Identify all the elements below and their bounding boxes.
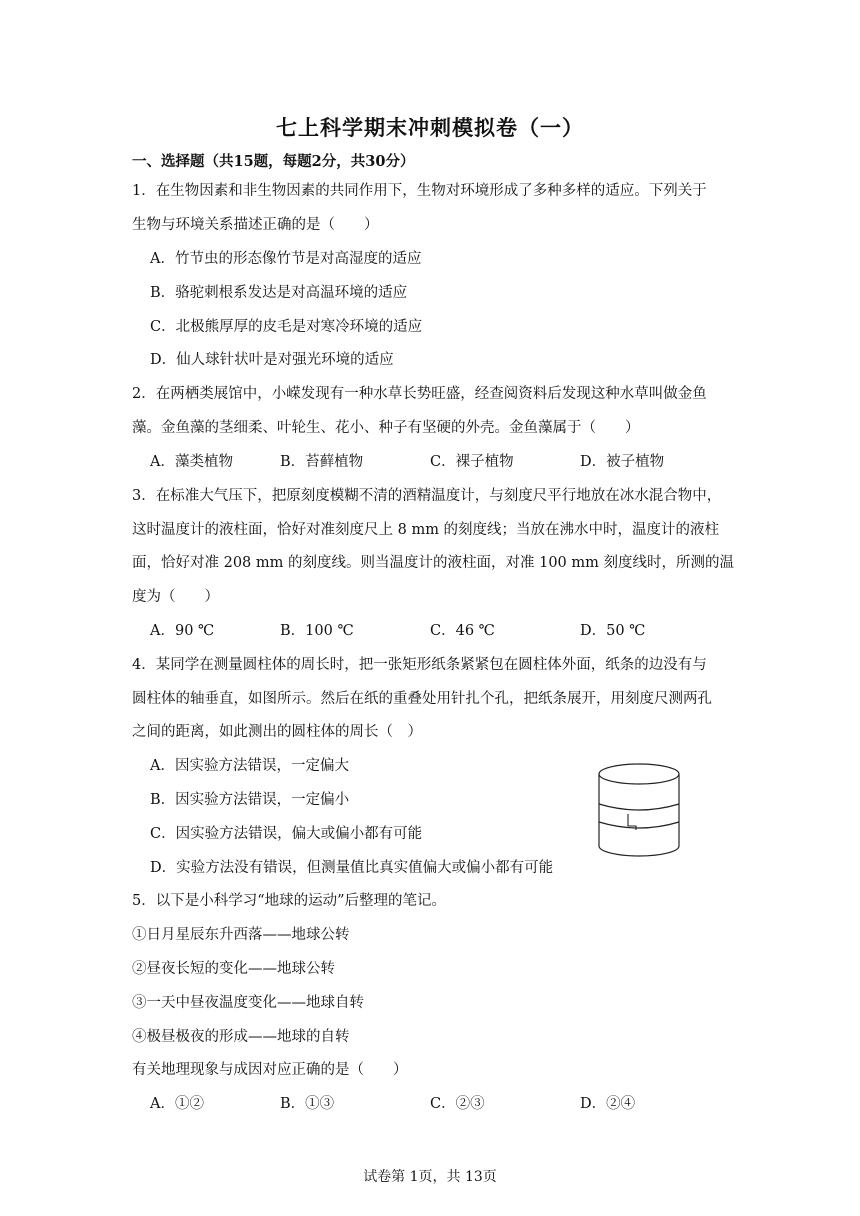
q4-stem-line1: 4．某同学在测量圆柱体的周长时，把一张矩形纸条紧紧包在圆柱体外面，纸条的边没有与 xyxy=(132,657,707,673)
q4-option-d: D．实验方法没有错误，但测量值比真实值偏大或偏小都有可能 xyxy=(150,860,554,876)
q3-stem-line1: 3．在标准大气压下，把原刻度模糊不清的酒精温度计，与刻度尺平行地放在冰水混合物中， xyxy=(132,488,722,504)
q5-question: 有关地理现象与成因对应正确的是（ ） xyxy=(132,1062,408,1078)
q5-option-a: A．①② xyxy=(150,1096,204,1112)
q1-stem-line1: 1．在生物因素和非生物因素的共同作用下，生物对环境形成了多种多样的适应。下列关于 xyxy=(132,183,707,199)
q1-option-d: D．仙人球针状叶是对强光环境的适应 xyxy=(150,352,394,368)
q1-stem-line2: 生物与环境关系描述正确的是（ ） xyxy=(132,217,379,233)
q3-stem-line4: 度为（ ） xyxy=(132,589,219,605)
q5-option-c: C．②③ xyxy=(430,1096,485,1112)
page-title: 七上科学期末冲刺模拟卷（一） xyxy=(276,115,584,140)
cylinder-wrapped-paper-figure xyxy=(592,760,688,862)
q3-option-a: A．90 ℃ xyxy=(150,623,215,639)
q1-option-a: A．竹节虫的形态像竹节是对高湿度的适应 xyxy=(150,251,422,267)
q4-option-c: C．因实验方法错误，偏大或偏小都有可能 xyxy=(150,826,423,842)
q2-stem-line2: 藻。金鱼藻的茎细柔、叶轮生、花小、种子有坚硬的外壳。金鱼藻属于（ ） xyxy=(132,420,640,436)
section-heading: 一、选择题（共15题，每题2分，共30分） xyxy=(132,153,415,170)
q5-note-4: ④极昼极夜的形成——地球的自转 xyxy=(132,1029,350,1045)
q2-option-c: C．裸子植物 xyxy=(430,454,514,470)
q4-option-a: A．因实验方法错误，一定偏大 xyxy=(150,758,349,774)
q3-option-d: D．50 ℃ xyxy=(580,623,646,639)
q5-note-3: ③一天中昼夜温度变化——地球自转 xyxy=(132,995,364,1011)
q3-stem-line2: 这时温度计的液柱面，恰好对准刻度尺上 8 mm 的刻度线；当放在沸水中时，温度计的液柱 xyxy=(132,522,720,538)
q2-stem-line1: 2．在两栖类展馆中，小嵘发现有一种水草长势旺盛，经查阅资料后发现这种水草叫做金鱼 xyxy=(132,386,707,402)
page-footer: 试卷第 1页，共 13页 xyxy=(363,1169,497,1185)
q2-option-a: A．藻类植物 xyxy=(150,454,233,470)
q3-option-c: C．46 ℃ xyxy=(430,623,495,639)
q5-option-d: D．②④ xyxy=(580,1096,636,1112)
q3-stem-line3: 面，恰好对准 208 mm 的刻度线。则当温度计的液柱面，对准 100 mm 刻度线时，所测的温 xyxy=(132,555,735,571)
q3-option-b: B．100 ℃ xyxy=(280,623,354,639)
q1-option-c: C．北极熊厚厚的皮毛是对寒冷环境的适应 xyxy=(150,319,423,335)
q5-option-b: B．①③ xyxy=(280,1096,335,1112)
q4-option-b: B．因实验方法错误，一定偏小 xyxy=(150,792,350,808)
q5-note-2: ②昼夜长短的变化——地球公转 xyxy=(132,961,335,977)
q4-stem-line2: 圆柱体的轴垂直，如图所示。然后在纸的重叠处用针扎个孔，把纸条展开，用刻度尺测两孔 xyxy=(132,691,712,707)
q4-stem-line3: 之间的距离，如此测出的圆柱体的周长（ ） xyxy=(132,724,422,740)
q1-option-b: B．骆驼刺根系发达是对高温环境的适应 xyxy=(150,285,408,301)
q5-note-1: ①日月星辰东升西落——地球公转 xyxy=(132,927,350,943)
q5-stem-line1: 5．以下是小科学习“地球的运动”后整理的笔记。 xyxy=(132,893,447,909)
q2-option-b: B．苔藓植物 xyxy=(280,454,364,470)
q2-option-d: D．被子植物 xyxy=(580,454,665,470)
